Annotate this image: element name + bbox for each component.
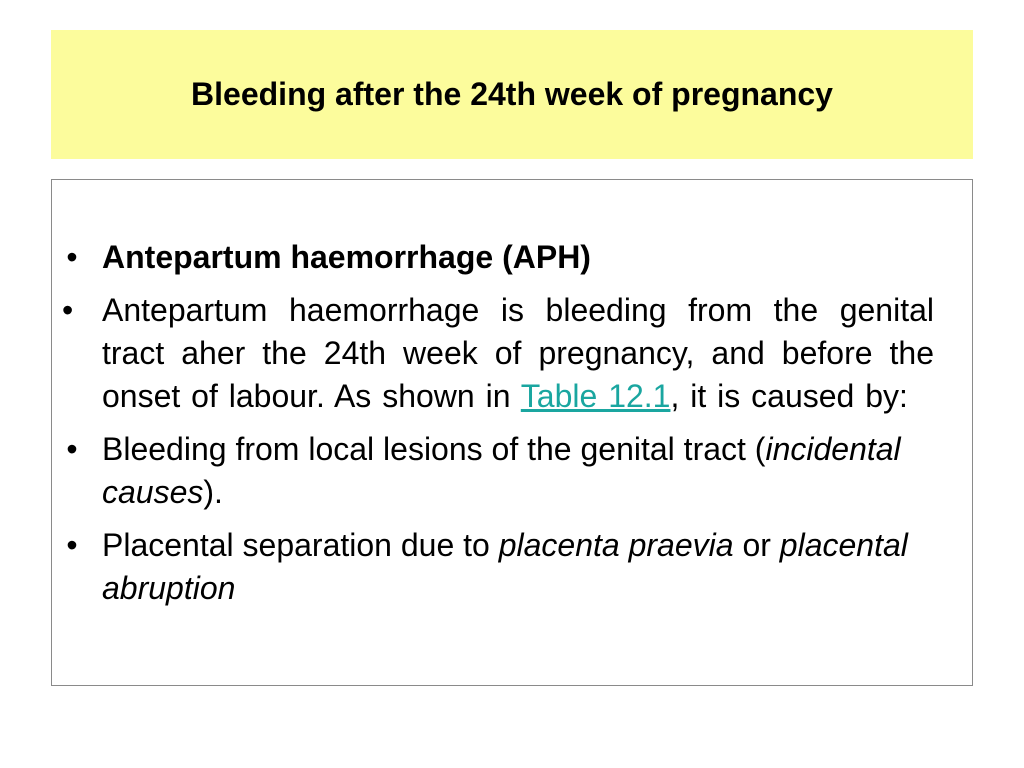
definition-text-end: , it is caused by:	[670, 378, 908, 414]
bullet-heading-text: Antepartum haemorrhage (APH)	[102, 239, 591, 275]
placental-abruption-text: placental abruption	[102, 527, 908, 606]
bullet-item-aph-heading	[52, 236, 972, 279]
bullet-item-definition	[52, 289, 972, 418]
definition-text: Antepartum haemorrhage is bleeding from the genital tract aher the 24th week of pregnancy, and before the onset of labour. As shown in	[102, 292, 934, 414]
bullet-marker: •	[66, 431, 78, 467]
bullet-list	[52, 236, 972, 620]
placenta-praevia-text: placenta praevia	[498, 527, 734, 563]
bullet-marker: •	[66, 527, 78, 563]
bullet-item-placental-separation	[52, 524, 972, 610]
bullet-marker: •	[62, 292, 74, 328]
bullet-item-local-lesions	[52, 428, 972, 514]
slide-title: Bleeding after the 24th week of pregnancy	[191, 76, 833, 112]
or-text: or	[733, 527, 780, 563]
title-band	[51, 30, 973, 159]
table-12-1-link[interactable]: Table 12.1	[520, 378, 671, 414]
incidental-causes-text: incidental causes	[102, 431, 901, 510]
bullet-marker: •	[66, 239, 78, 275]
content-box	[51, 179, 973, 686]
local-lesions-text-end: ).	[203, 474, 223, 510]
placental-separation-text: Placental separation due to	[102, 527, 499, 563]
local-lesions-text: Bleeding from local lesions of the genital tract (	[102, 431, 766, 467]
